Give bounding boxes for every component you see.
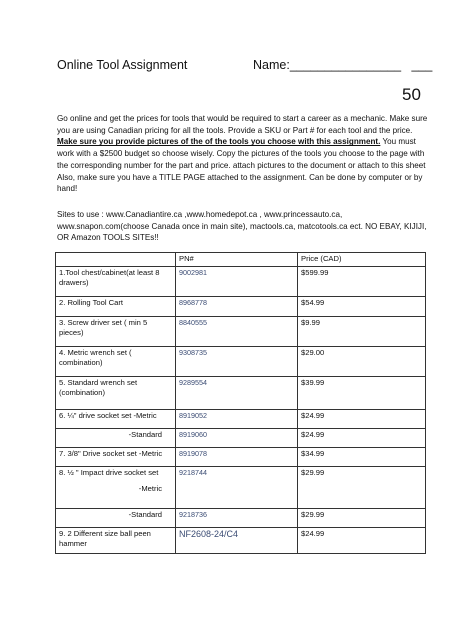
price-cell: $54.99 (298, 296, 426, 316)
tools-table (55, 252, 426, 554)
pn-cell: 8840555 (176, 316, 298, 346)
tool-cell: 3. Screw driver set ( min 5 pieces) (56, 316, 176, 346)
pn-cell: 9308735 (176, 346, 298, 376)
tool-cell: 5. Standard wrench set (combination) (56, 376, 176, 409)
price-cell: $24.99 (298, 428, 426, 447)
table-row (56, 508, 426, 527)
price-cell: $34.99 (298, 447, 426, 466)
tool-cell: 4. Metric wrench set ( combination) (56, 346, 176, 376)
tool-cell: 6. ¼" drive socket set -Metric (56, 409, 176, 428)
table-header-pn: PN# (176, 253, 298, 267)
pn-cell: 9002981 (176, 266, 298, 296)
instructions-text-1: Go online and get the prices for tools that would be required to start a career as a mechanic. Make sure you are using Canadian pricing for all the tools. Provide a SKU or Part # for each tool and the price. (57, 114, 428, 135)
tool-cell: 1.Tool chest/cabinet(at least 8 drawers) (56, 266, 176, 296)
table-row (56, 296, 426, 316)
table-header-price: Price (CAD) (298, 253, 426, 267)
price-cell: $599.99 (298, 266, 426, 296)
price-cell: $9.99 (298, 316, 426, 346)
pn-cell: 9218744 (176, 466, 298, 508)
tool-cell (56, 466, 176, 508)
tool-sub-label: -Metric (138, 484, 162, 493)
table-row (56, 428, 426, 447)
price-cell: $39.99 (298, 376, 426, 409)
tool-sub-label: -Standard (128, 429, 162, 439)
price-cell: $24.99 (298, 527, 426, 553)
tool-sub-label: -Standard (128, 509, 162, 519)
score-value: 50 (402, 85, 421, 104)
table-row (56, 346, 426, 376)
table-row (56, 447, 426, 466)
tool-cell (56, 508, 176, 527)
table-row (56, 466, 426, 508)
table-row (56, 376, 426, 409)
tool-cell: 7. 3/8" Drive socket set -Metric (56, 447, 176, 466)
tool-cell (56, 428, 176, 447)
instructions-underlined-text: Make sure you provide pictures of the of the tools you choose with this assignment. (57, 137, 381, 147)
pn-cell: 9289554 (176, 376, 298, 409)
name-field: Name:________________ ___ (253, 58, 433, 72)
tool-label: 8. ½ " Impact drive socket set (59, 467, 159, 477)
price-cell: $29.99 (298, 508, 426, 527)
price-cell: $29.99 (298, 466, 426, 508)
tool-cell: 9. 2 Different size ball peen hammer (56, 527, 176, 553)
assignment-title: Online Tool Assignment (57, 58, 188, 72)
pn-cell: 9218736 (176, 508, 298, 527)
table-row (56, 316, 426, 346)
table-header-row (56, 253, 426, 267)
price-cell: $24.99 (298, 409, 426, 428)
table-header-tool (56, 253, 176, 267)
sites-paragraph: Sites to use : www.Canadiantire.ca ,www.homedepot.ca , www.princessauto.ca, www.snapon.com(choose Canada once in main site), mactools.ca, matcotools.ca ect. NO EBAY, KIJIJI, OR Amazon TOOLS SITEs!! (57, 210, 427, 243)
table-row (56, 527, 426, 553)
price-cell: $29.00 (298, 346, 426, 376)
instructions-paragraph (57, 113, 429, 195)
table-row (56, 266, 426, 296)
instructions-text-2: You must work with a $2500 budget so choose wisely. Copy the pictures of the tools you choose to the page with the corresponding number for the part and price. attach pictures to the document or attach to this sheet Also, make sure you have a TITLE PAGE attached to the assignment. Can be done by computer or by hand! (57, 137, 426, 194)
pn-cell: NF2608-24/C4 (176, 527, 298, 553)
pn-cell: 8919060 (176, 428, 298, 447)
pn-cell: 8919078 (176, 447, 298, 466)
pn-cell: 8968778 (176, 296, 298, 316)
pn-cell: 8919052 (176, 409, 298, 428)
table-row (56, 409, 426, 428)
tool-cell: 2. Rolling Tool Cart (56, 296, 176, 316)
